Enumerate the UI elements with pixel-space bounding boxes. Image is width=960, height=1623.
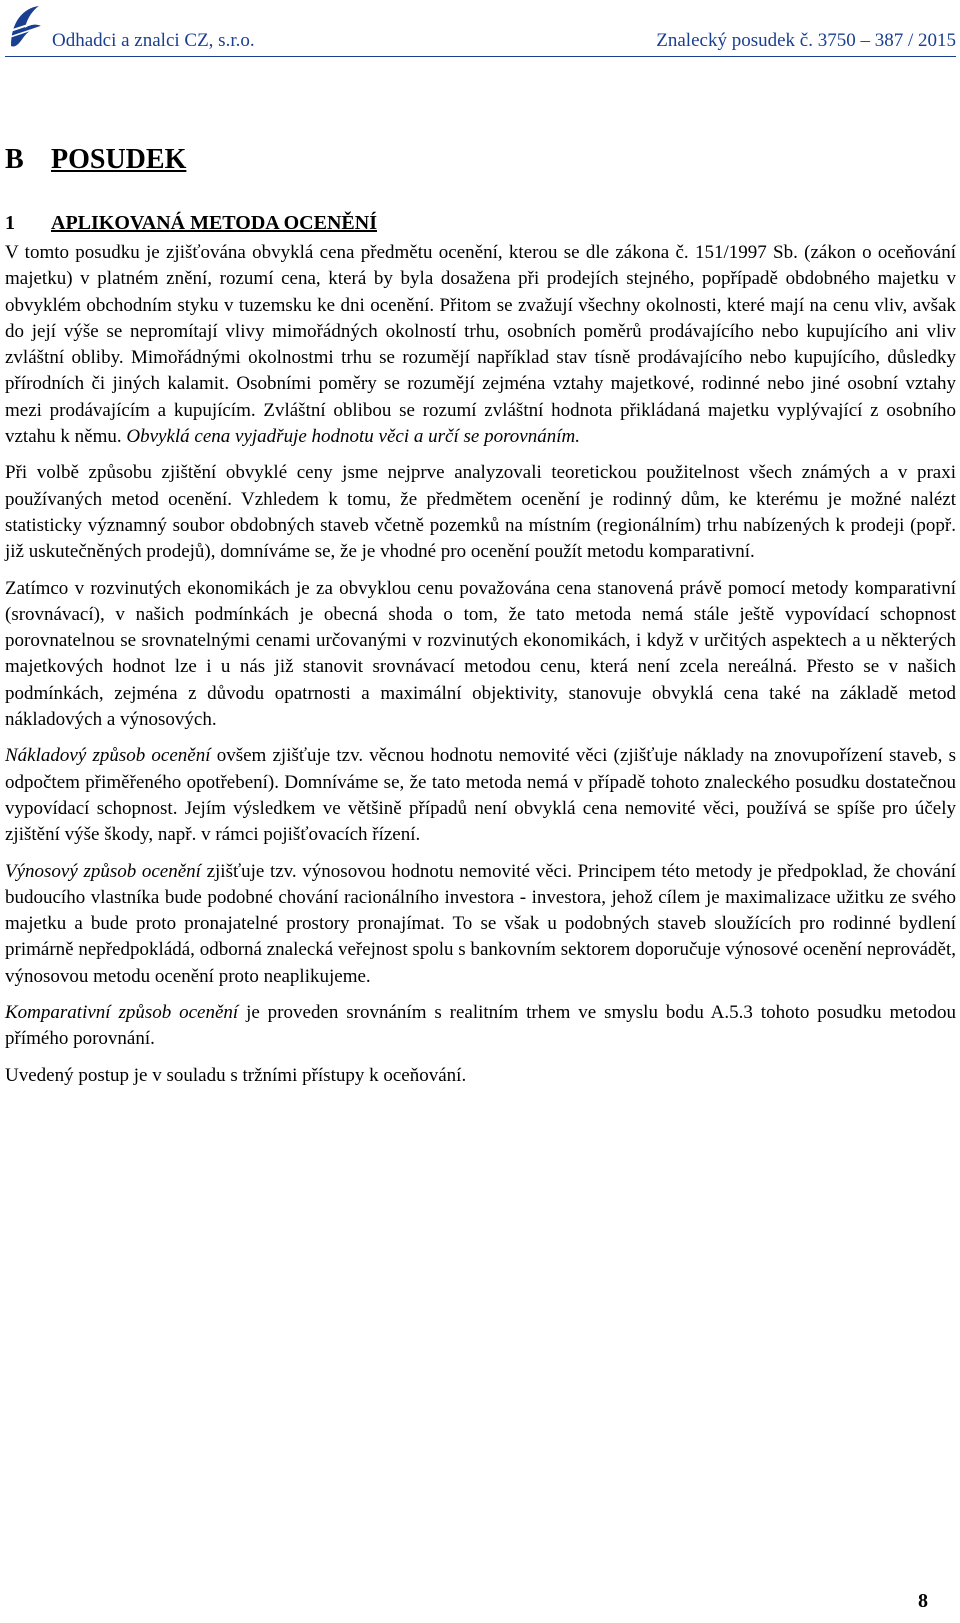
header-company-name: Odhadci a znalci CZ, s.r.o. bbox=[52, 30, 255, 51]
page-header bbox=[5, 0, 956, 57]
document-body bbox=[5, 140, 956, 1099]
header-report-number: Znalecký posudek č. 3750 – 387 / 2015 bbox=[656, 30, 956, 51]
paragraph-6: Komparativní způsob ocenění je proveden srovnáním s realitním trhem ve smyslu bodu A.5.3 tohoto posudku metodou přímého porovnání. bbox=[5, 1002, 956, 1050]
paragraph-4-italic: Nákladový způsob ocenění bbox=[5, 745, 211, 767]
paragraph-1: V tomto posudku je zjišťována obvyklá cena předmětu ocenění, kterou se dle zákona č. 151/1997 Sb. (zákon o oceňování majetku) v platném znění, rozumí cena, která by byla dosažena při prodejích stejného, popřípadě obdobného majetku v obvyklém obchodním styku v tuzemsku ke dni ocenění. Přitom se zvažují všechny okolnosti, které mají na cenu vliv, avšak do její výše se nepromítají vlivy mimořádných okolností trhu, osobních poměrů prodávajícího nebo kupujícího ani vliv zvláštní obliby. Mimořádnými okolnostmi trhu se rozumějí například stav tísně prodávajícího nebo kupujícího, důsledky přírodních či jiných kalamit. Osobními poměry se rozumějí zejména vztahy majetkové, rodinné nebo jiné osobní vztahy mezi prodávajícím a kupujícím. Zvláštní oblibou se rozumí zvláštní hodnota přikládaná majetku vyplývající z osobního vztahu k němu. Obvyklá cena vyjadřuje hodnotu věci a určí se porovnáním. bbox=[5, 242, 956, 448]
company-logo-icon bbox=[5, 2, 45, 52]
paragraph-2: Při volbě způsobu zjištění obvyklé ceny jsme nejprve analyzovali teoretickou použitelnost všech známých a v praxi používaných metod ocenění. Vzhledem k tomu, že předmětem ocenění je rodinný dům, ke kterému je možné nalézt statisticky významný soubor obdobných staveb včetně pozemků na místním (regionálním) trhu nabízených k prodeji (popř. již uskutečněných prodejů), domníváme se, že je vhodné pro ocenění použít metodu komparativní. bbox=[5, 462, 956, 563]
section-title: POSUDEK bbox=[51, 144, 187, 175]
subsection-heading bbox=[5, 208, 956, 238]
paragraph-7: Uvedený postup je v souladu s tržními přístupy k oceňování. bbox=[5, 1064, 467, 1086]
paragraph-6-italic: Komparativní způsob ocenění bbox=[5, 1002, 239, 1024]
paragraph-5: Výnosový způsob ocenění zjišťuje tzv. výnosovou hodnotu nemovité věci. Principem této metody je předpoklad, že chování budoucího vlastníka bude podobné chování racionálního investora - investora, jehož cílem je maximalizace užitku ze svého majetku a bude proto pronajatelné prostory pronajímat. To se však u podobných staveb sloužících pro rodinné bydlení primárně nepředpokládá, odborná znalecká veřejnost spolu s bankovním sektorem doporučuje výnosové ocenění neprovádět, výnosovou metodu ocenění proto neaplikujeme. bbox=[5, 860, 956, 987]
section-heading bbox=[5, 140, 956, 180]
paragraph-3: Zatímco v rozvinutých ekonomikách je za obvyklou cenu považována cena stanovená právě pomocí metody komparativní (srovnávací), v našich podmínkách je obecná shoda o tom, že tato metoda nemá stále ještě vypovídací schopnost porovnatelnou se srovnatelnými cenami určovanými v rozvinutých ekonomikách, i když v určitých aspektech a u některých majetkových hodnot lze i u nás již stanovit srovnávací metodou cenu, která není zcela nereálná. Přesto se v našich podmínkách, zejména z důvodu opatrnosti a maximální objektivity, stanovuje obvyklá cena také na základě metod nákladových a výnosových. bbox=[5, 577, 956, 731]
page-number: 8 bbox=[918, 1590, 928, 1612]
subsection-number: 1 bbox=[5, 212, 15, 234]
paragraph-5-italic: Výnosový způsob ocenění bbox=[5, 860, 201, 882]
paragraph-1-italic: Obvyklá cena vyjadřuje hodnotu věci a určí se porovnáním. bbox=[126, 426, 580, 448]
subsection-title: APLIKOVANÁ METODA OCENĚNÍ bbox=[51, 212, 377, 234]
paragraph-4: Nákladový způsob ocenění ovšem zjišťuje tzv. věcnou hodnotu nemovité věci (zjišťuje náklady na znovupořízení staveb, s odpočtem přiměřeného opotřebení). Domníváme se, že tato metoda nemá v případě tohoto znaleckého posudku dostatečnou vypovídací schopnost. Jejím výsledkem ve většině případů není obvyklá cena nemovité věci, používá se spíše pro účely zjištění výše škody, např. v rámci pojišťovacích řízení. bbox=[5, 745, 956, 846]
section-number: B bbox=[5, 144, 24, 175]
